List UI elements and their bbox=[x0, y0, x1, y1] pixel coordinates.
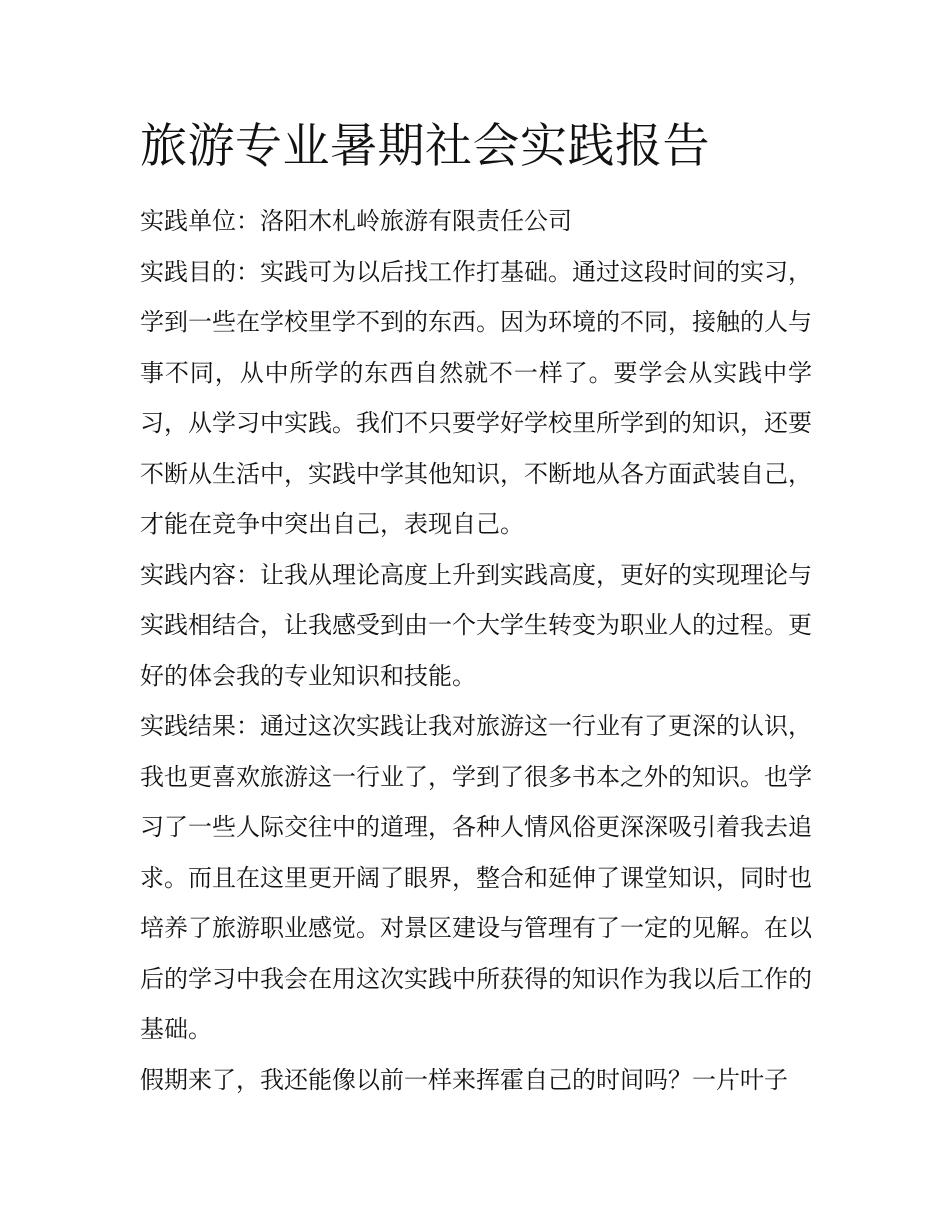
paragraph-practice-unit: 实践单位：洛阳木札岭旅游有限责任公司 bbox=[140, 207, 572, 235]
paragraph-practice-purpose: 实践目的：实践可为以后找工作打基础。通过这段时间的实习，学到一些在学校里学不到的东西。因为环境的不同，接触的人与事不同，从中所学的东西自然就不一样了。要学会从实践中学习，从学习中实践。我们不只要学好学校里所学到的知识，还要不断从生活中，实践中学其他知识，不断地从各方面武装自己，才能在竞争中突出自己，表现自己。 bbox=[140, 257, 812, 538]
document-body bbox=[140, 196, 812, 1105]
paragraph-practice-content: 实践内容：让我从理论高度上升到实践高度，更好的实现理论与实践相结合，让我感受到由一个大学生转变为职业人的过程。更好的体会我的专业知识和技能。 bbox=[140, 560, 812, 690]
document-title: 旅游专业暑期社会实践报告 bbox=[140, 119, 710, 174]
paragraph-holiday: 假期来了，我还能像以前一样来挥霍自己的时间吗？一片叶子 bbox=[140, 1065, 788, 1094]
paragraph-practice-result: 实践结果：通过这次实践让我对旅游这一行业有了更深的认识，我也更喜欢旅游这一行业了，学到了很多书本之外的知识。也学习了一些人际交往中的道理，各种人情风俗更深深吸引着我去追求。而且在这里更开阔了眼界，整合和延伸了课堂知识，同时也培养了旅游职业感觉。对景区建设与管理有了一定的见解。在以后的学习中我会在用这次实践中所获得的知识作为我以后工作的基础。 bbox=[140, 712, 812, 1043]
